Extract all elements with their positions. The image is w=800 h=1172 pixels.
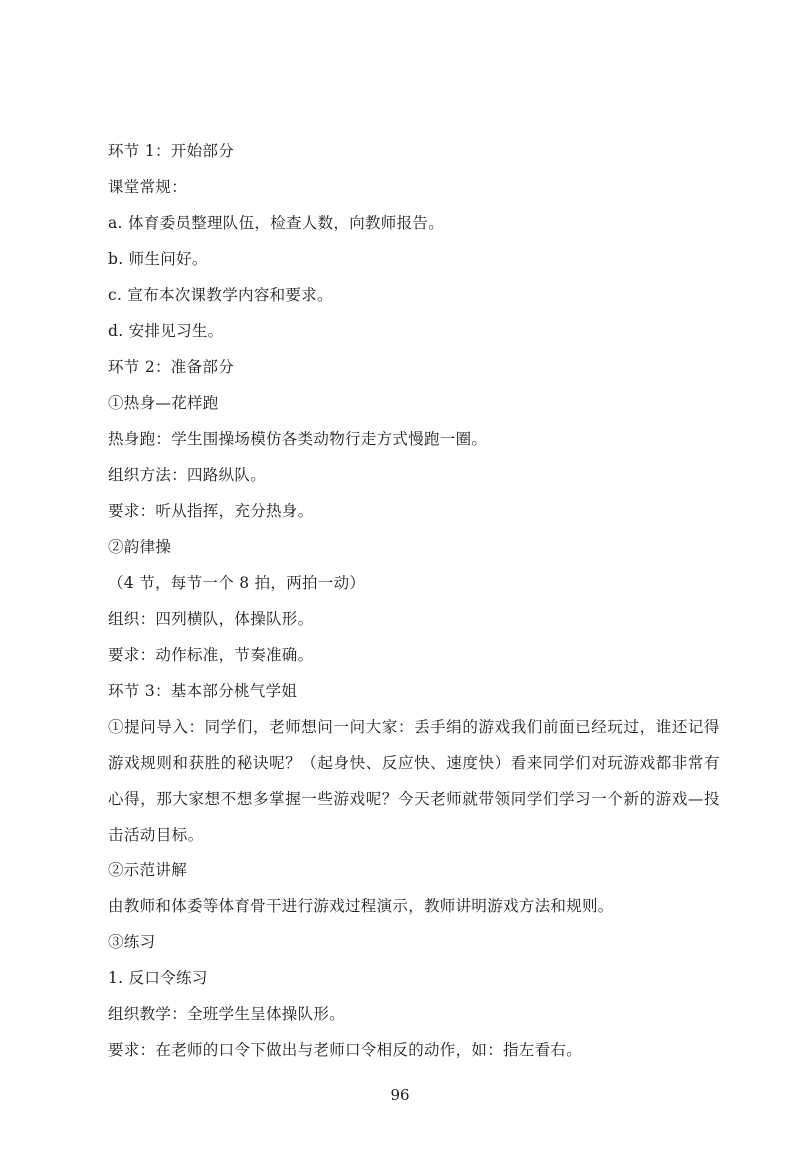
text-line: d. 安排见习生。 [108, 322, 224, 340]
text-line: 由教师和体委等体育骨干进行游戏过程演示，教师讲明游戏方法和规则。 [108, 897, 614, 915]
text-line: ③练习 [108, 933, 156, 951]
section-heading-1: 环节 1：开始部分 [108, 142, 234, 160]
text-line: 要求：动作标准，节奏准确。 [108, 646, 314, 664]
section-heading-2: 环节 2：准备部分 [108, 358, 234, 376]
section-heading-3: 环节 3：基本部分桃气学姐 [108, 682, 298, 700]
text-line: b. 师生问好。 [108, 250, 208, 268]
text-line: ②示范讲解 [108, 861, 188, 879]
text-line: ②韵律操 [108, 538, 172, 556]
text-line: 热身跑：学生围操场模仿各类动物行走方式慢跑一圈。 [108, 430, 488, 448]
intro-paragraph: ①提问导入：同学们，老师想问一问大家：丢手绢的游戏我们前面已经玩过，谁还记得游戏规则和获胜的秘诀呢？（起身快、反应快、速度快）看来同学们对玩游戏都非常有心得，那大家想不想多掌握一些游戏呢？今天老师就带领同学们学习一个新的游戏—投击活动目标。 [108, 718, 720, 844]
text-line: 要求：在老师的口令下做出与老师口令相反的动作，如：指左看右。 [108, 1041, 583, 1059]
text-line: ①热身—花样跑 [108, 394, 219, 412]
text-line: 组织教学：全班学生呈体操队形。 [108, 1005, 346, 1023]
text-line: （4 节，每节一个 8 拍，两拍一动） [108, 574, 366, 592]
text-line: a. 体育委员整理队伍，检查人数，向教师报告。 [108, 214, 444, 232]
text-line: 课堂常规： [108, 178, 188, 196]
text-line: 组织方法：四路纵队。 [108, 466, 267, 484]
page-number: 96 [390, 1086, 410, 1104]
text-line: c. 宣布本次课教学内容和要求。 [108, 286, 333, 304]
text-line: 1. 反口令练习 [108, 969, 208, 987]
text-line: 要求：听从指挥，充分热身。 [108, 502, 314, 520]
text-line: 组织：四列横队，体操队形。 [108, 610, 314, 628]
